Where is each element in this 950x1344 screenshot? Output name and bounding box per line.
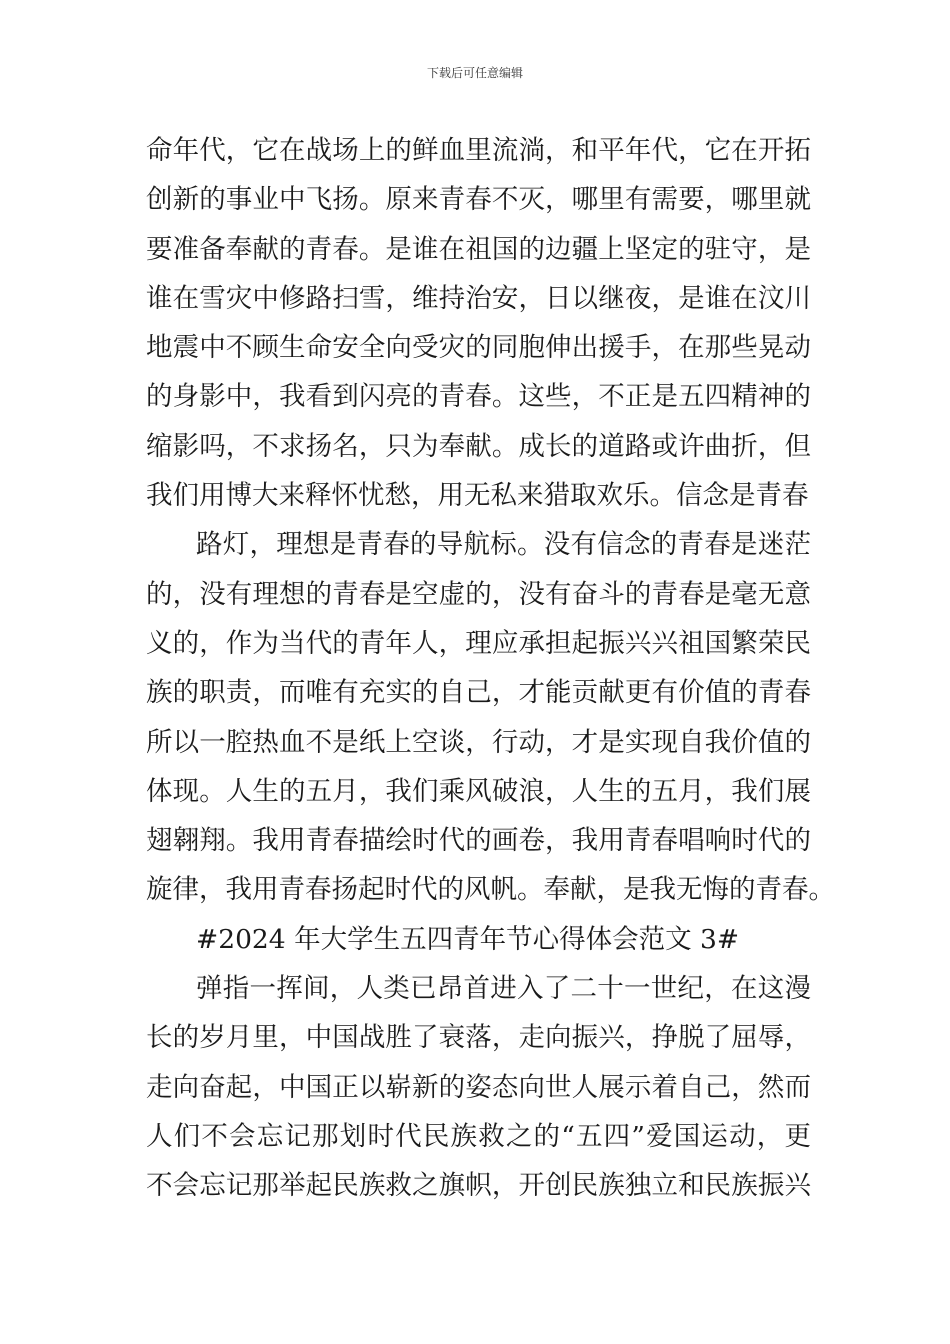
text-line: 不会忘记那举起民族救之旗帜，开创民族独立和民族振兴 — [146, 1170, 811, 1202]
text-line: 弹指一挥间，人类已昂首进入了二十一世纪，在这漫 — [196, 973, 811, 1005]
text-line: 体现。人生的五月，我们乘风破浪，人生的五月，我们展 — [146, 775, 811, 807]
text-line: 创新的事业中飞扬。原来青春不灭，哪里有需要，哪里就 — [146, 184, 811, 216]
page-header: 下载后可任意编辑 — [426, 66, 523, 80]
text-line: 族的职责，而唯有充实的自己，才能贡献更有价值的青春 — [146, 677, 811, 709]
text-line: 我们用博大来释怀忧愁，用无私来猎取欢乐。信念是青春 — [146, 480, 809, 512]
document-body — [146, 126, 835, 1211]
text-line: 命年代，它在战场上的鲜血里流淌，和平年代，它在开拓 — [146, 135, 811, 166]
text-line: 义的，作为当代的青年人，理应承担起振兴兴祖国繁荣民 — [146, 627, 811, 659]
text-line: 所以一腔热血不是纸上空谈，行动，才是实现自我价值的 — [146, 726, 811, 758]
text-line: 走向奋起，中国正以崭新的姿态向世人展示着自己，然而 — [146, 1071, 811, 1103]
text-line: 缩影吗，不求扬名，只为奉献。成长的道路或许曲折，但 — [146, 430, 811, 462]
text-line: 翅翱翔。我用青春描绘时代的画卷，我用青春唱响时代的 — [146, 825, 811, 857]
text-line: 的身影中，我看到闪亮的青春。这些，不正是五四精神的 — [146, 381, 811, 413]
text-line: 谁在雪灾中修路扫雪，维持治安，日以继夜，是谁在汶川 — [146, 282, 811, 314]
text-line: 的，没有理想的青春是空虚的，没有奋斗的青春是毫无意 — [146, 578, 811, 610]
text-line: 人们不会忘记那划时代民族救之的“五四”爱国运动，更 — [146, 1120, 811, 1152]
text-line: 路灯，理想是青春的导航标。没有信念的青春是迷茫 — [196, 529, 811, 561]
section-heading: #2024 年大学生五四青年节心得体会范文 3# — [196, 923, 740, 955]
text-line: 要准备奉献的青春。是谁在祖国的边疆上坚定的驻守，是 — [146, 233, 811, 265]
text-line: 旋律，我用青春扬起时代的风帆。奉献，是我无悔的青春。 — [146, 874, 835, 906]
text-line: 长的岁月里，中国战胜了衰落，走向振兴，挣脱了屈辱， — [146, 1022, 811, 1054]
text-line: 地震中不顾生命安全向受灾的同胞伸出援手，在那些晃动 — [146, 332, 811, 364]
